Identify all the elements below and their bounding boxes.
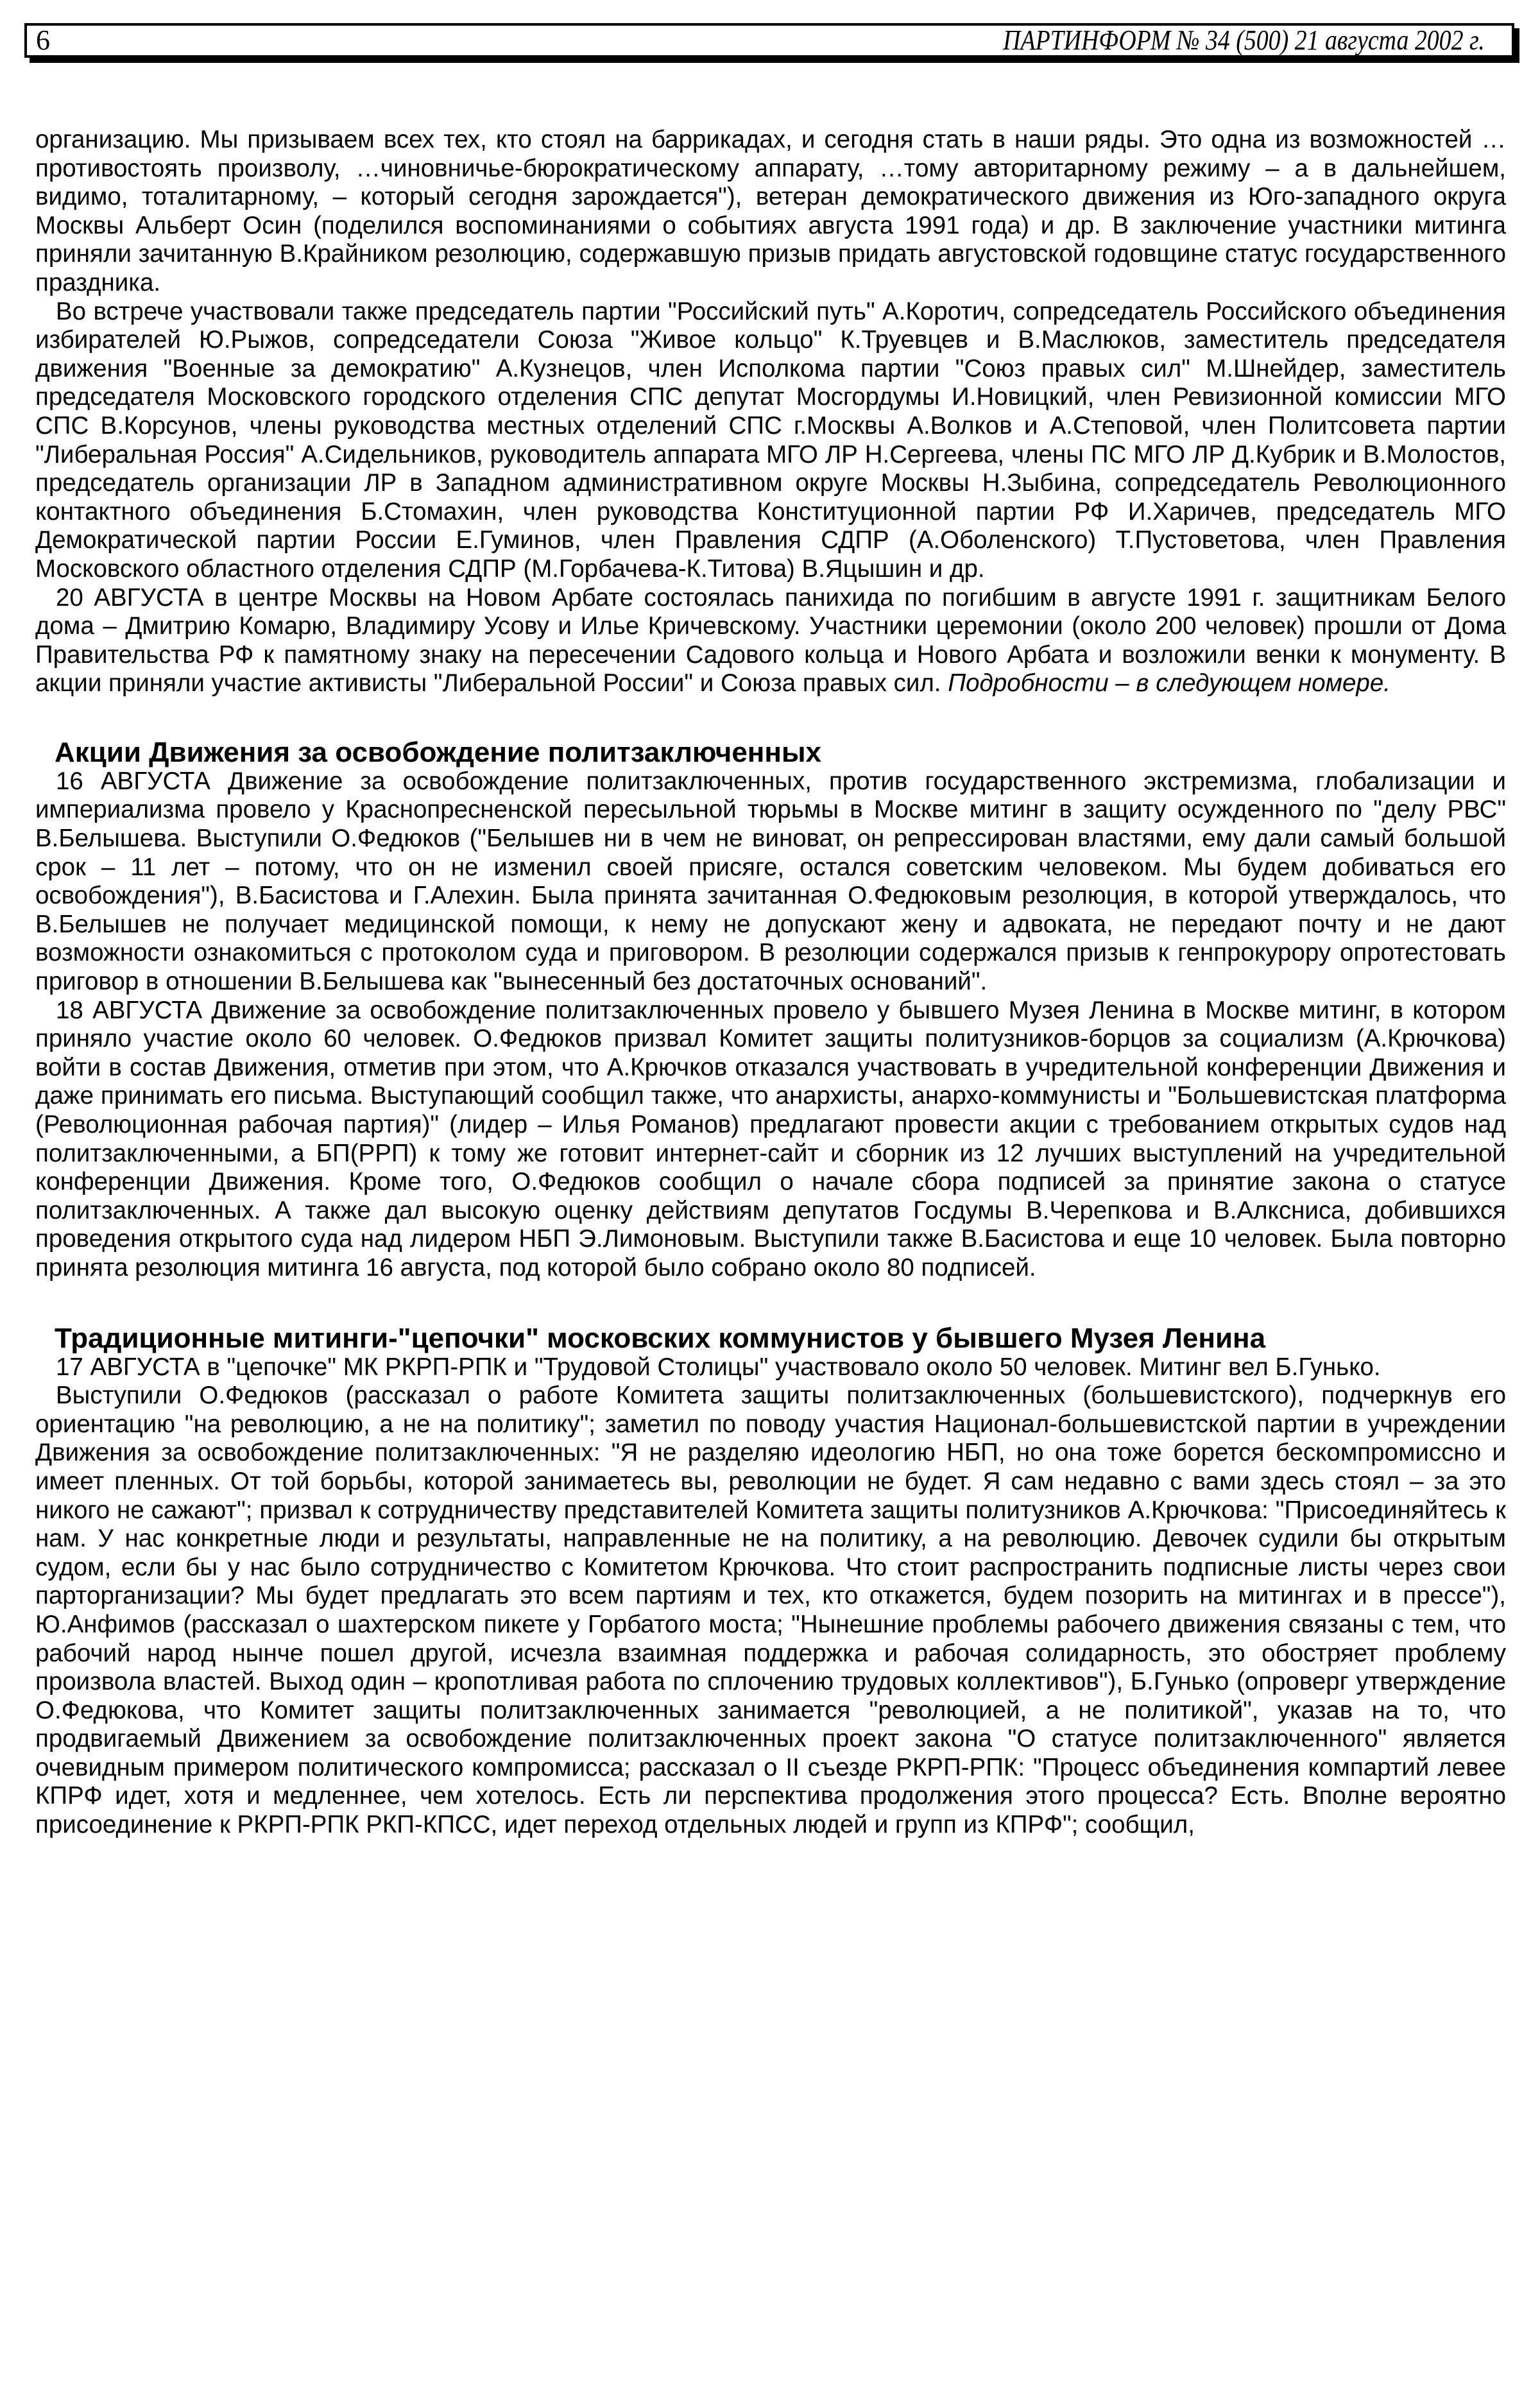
paragraph-aug20-text: 20 АВГУСТА в центре Москвы на Новом Арбате состоялась панихида по погибшим в августе 1991 г. защитникам Белого дома – Дмитрию Комарю, Владимиру Усову и Илье Кричевскому. Участники церемонии (около 200 человек) прошли от Дома Правительства РФ к памятному знаку на пересечении Садового кольца и Нового Арбата и возложили венки к монументу. В акции приняли участие активисты "Либеральной России" и Союза правых сил. — [35, 583, 1506, 698]
masthead-title: ПАРТИНФОРМ № 34 (500) 21 августа 2002 г. — [1003, 24, 1485, 56]
paragraph-continuation: организацию. Мы призываем всех тех, кто стоял на баррикадах, и сегодня стать в наши ряды. Это одна из возможностей …противостоять произволу, …чиновничье-бюрократическому аппарату, …тому авторитарному режиму – а в дальнейшем, видимо, тоталитарному, – который сегодня зарождается"), ветеран демократического движения из Юго-западного округа Москвы Альберт Осин (поделился воспоминаниями о событиях августа 1991 года) и др. В заключение участники митинга приняли зачитанную В.Крайником резолюцию, содержавшую призыв придать августовской годовщине статус государственного праздника. — [35, 126, 1506, 296]
article-body — [35, 126, 1506, 1840]
section-heading-chain-rallies: Традиционные митинги-"цепочки" московских коммунистов у бывшего Музея Ленина — [55, 1322, 1266, 1354]
paragraph-aug18: 18 АВГУСТА Движение за освобождение политзаключенных провело у бывшего Музея Ленина в Москве митинг, в котором приняло участие около 60 человек. О.Федюков призвал Комитет защиты политузников-борцов за социализм (А.Крючкова) войти в состав Движения, отметив при этом, что А.Крючков отказался участвовать в учредительной конференции Движения и даже принимать его письма. Выступающий сообщил также, что анархисты, анархо-коммунисты и "Большевистская платформа (Революционная рабочая партия)" (лидер – Илья Романов) предлагают провести акции с требованием открытых судов над политзаключенными, а БП(РРП) к тому же готовит интернет-сайт и сборник из 12 лучших выступлений на учредительной конференции Движения. Кроме того, О.Федюков сообщил о начале сбора подписей за принятие закона о статусе политзаключенных. А также дал высокую оценку действиям депутатов Госдумы В.Черепкова и В.Алксниса, добившихся проведения открытого суда над лидером НБП Э.Лимоновым. Выступили также В.Басистова и еще 10 человек. Была повторно принята резолюция митинга 16 августа, под которой было собрано около 80 подписей. — [35, 996, 1506, 1281]
paragraph-aug20 — [35, 584, 1506, 698]
section-spacer — [35, 698, 1506, 738]
page-number: 6 — [36, 24, 50, 56]
page-header — [24, 23, 1514, 58]
paragraph-speakers: Выступили О.Федюков (рассказал о работе Комитета защиты политзаключенных (большевистского), подчеркнув его ориентацию "на революцию, а не на политику"; заметил по поводу участия Национал-большевистской партии в учреждении Движения за освобождение политзаключенных: "Я не разделяю идеологию НБП, но она тоже борется бескомпромиссно и имеет пленных. От той борьбы, которой занимаетесь вы, революции не будет. Я сам недавно с вами здесь стоял – за это никого не сажают"; призвал к сотрудничеству представителей Комитета защиты политузников А.Крючкова: "Присоединяйтесь к нам. У нас конкретные люди и результаты, направленные не на политику, а на революцию. Девочек судили бы открытым судом, если бы у нас было сотрудничество с Комитетом Крючкова. Что стоит распространить подписные листы через свои парторганизации? Мы будет предлагать это всем партиям и тех, кто откажется, будем позорить на митингах и в прессе"), Ю.Анфимов (рассказал о шахтерском пикете у Горбатого моста; "Нынешние проблемы рабочего движения связаны с тем, что рабочий народ нынче пошел другой, исчезла взаимная поддержка и рабочая солидарность, это обостряет проблему произвола властей. Выход один – кропотливая работа по сплочению трудовых коллективов"), Б.Гунько (опроверг утверждение О.Федюкова, что Комитет защиты политзаключенных занимается "революцией, а не политикой", указав на то, что продвигаемый Движением за освобождение политзаключенных проект закона "О статусе политзаключенного" является очевидным примером политического компромисса; рассказал о II съезде РКРП-РПК: "Процесс объединения компартий левее КПРФ идет, хотя и медленнее, чем хотелось. Есть ли перспектива продолжения этого процесса? Есть. Вполне вероятно присоединение к РКРП-РПК РКП-КПСС, идет переход отдельных людей и групп из КПРФ"; сообщил, — [35, 1382, 1506, 1839]
section-heading-political-prisoners: Акции Движения за освобождение политзаключенных — [55, 736, 822, 768]
section-spacer — [35, 1283, 1506, 1324]
paragraph-aug20-italic-note: Подробности – в следующем номере. — [948, 669, 1390, 698]
paragraph-aug17: 17 АВГУСТА в "цепочке" МК РКРП-РПК и "Трудовой Столицы" участвовало около 50 человек. Митинг вел Б.Гунько. — [56, 1353, 1381, 1381]
paragraph-aug16: 16 АВГУСТА Движение за освобождение политзаключенных, против государственного экстремизма, глобализации и империализма провело у Краснопресненской пересыльной тюрьмы в Москве митинг в защиту осужденного по "делу РВС" В.Белышева. Выступили О.Федюков ("Белышев ни в чем не виноват, он репрессирован властями, ему дали самый большой срок – 11 лет – потому, что он не изменил своей присяге, остался советским человеком. Мы будем добиваться его освобождения"), В.Басистова и Г.Алехин. Была принята зачитанная О.Федюковым резолюция, в которой утверждалось, что В.Белышев не получает медицинской помощи, к нему не допускают жену и адвоката, не передают почту и не дают возможности ознакомиться с протоколом суда и приговором. В резолюции содержался призыв к генпрокурору опротестовать приговор в отношении В.Белышева как "вынесенный без достаточных оснований". — [35, 767, 1506, 996]
paragraph-participants: Во встрече участвовали также председатель партии "Российский путь" А.Коротич, сопредседатель Российского объединения избирателей Ю.Рыжов, сопредседатели Союза "Живое кольцо" К.Труевцев и В.Маслюков, заместитель председателя движения "Военные за демократию" А.Кузнецов, член Исполкома партии "Союз правых сил" М.Шнейдер, заместитель председателя Московского городского отделения СПС депутат Мосгордумы И.Новицкий, член Ревизионной комиссии МГО СПС В.Корсунов, члены руководства местных отделений СПС г.Москвы А.Волков и А.Степовой, член Политсовета партии "Либеральная Россия" А.Сидельников, руководитель аппарата МГО ЛР Н.Сергеева, члены ПС МГО ЛР Д.Кубрик и В.Молостов, председатель организации ЛР в Западном административном округе Москвы Н.Зыбина, сопредседатель Революционного контактного объединения Б.Стомахин, член руководства Конституционной партии РФ И.Харичев, председатель МГО Демократической партии России Е.Гуминов, член Правления СДПР (А.Оболенского) Т.Пустоветова, член Правления Московского областного отделения СДПР (М.Горбачева-К.Титова) В.Яцышин и др. — [35, 297, 1506, 583]
